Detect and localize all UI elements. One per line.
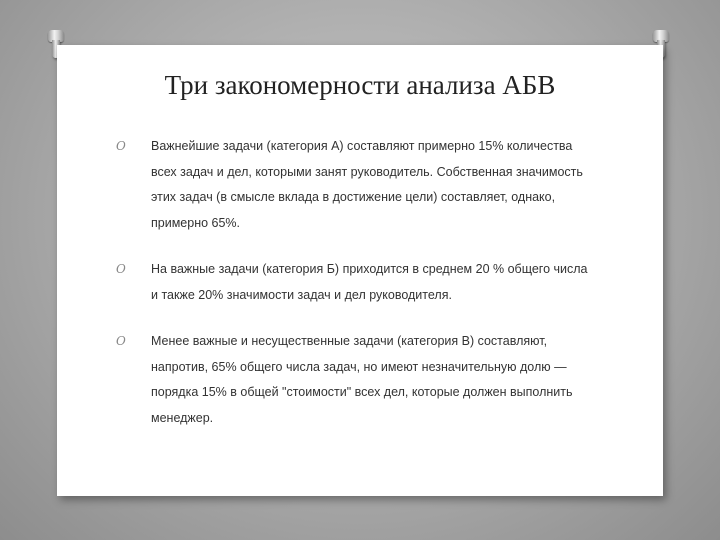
- bullet-marker-icon: O: [116, 139, 126, 153]
- bullet-item-3: [116, 329, 596, 431]
- bullet-text-3: Менее важные и несущественные задачи (категория В) составляют, напротив, 65% общего числа задач, но имеют незначительную долю — порядка 15% в общей "стоимости" всех дел, которые должен выполнить менеджер.: [151, 334, 573, 425]
- bullet-list: [116, 134, 596, 452]
- bullet-text-2: На важные задачи (категория Б) приходится в среднем 20 % общего числа и также 20% значимости задач и дел руководителя.: [151, 262, 588, 302]
- bullet-item-2: [116, 257, 596, 308]
- slide-title: Три закономерности анализа АБВ: [164, 70, 556, 100]
- bullet-item-1: [116, 134, 596, 236]
- bullet-text-1: Важнейшие задачи (категория А) составляют примерно 15% количества всех задач и дел, которыми занят руководитель. Собственная значимость этих задач (в смысле вклада в достижение цели) составляет, однако, примерно 65%.: [151, 139, 583, 230]
- bullet-marker-icon: O: [116, 334, 126, 348]
- bullet-marker-icon: O: [116, 262, 126, 276]
